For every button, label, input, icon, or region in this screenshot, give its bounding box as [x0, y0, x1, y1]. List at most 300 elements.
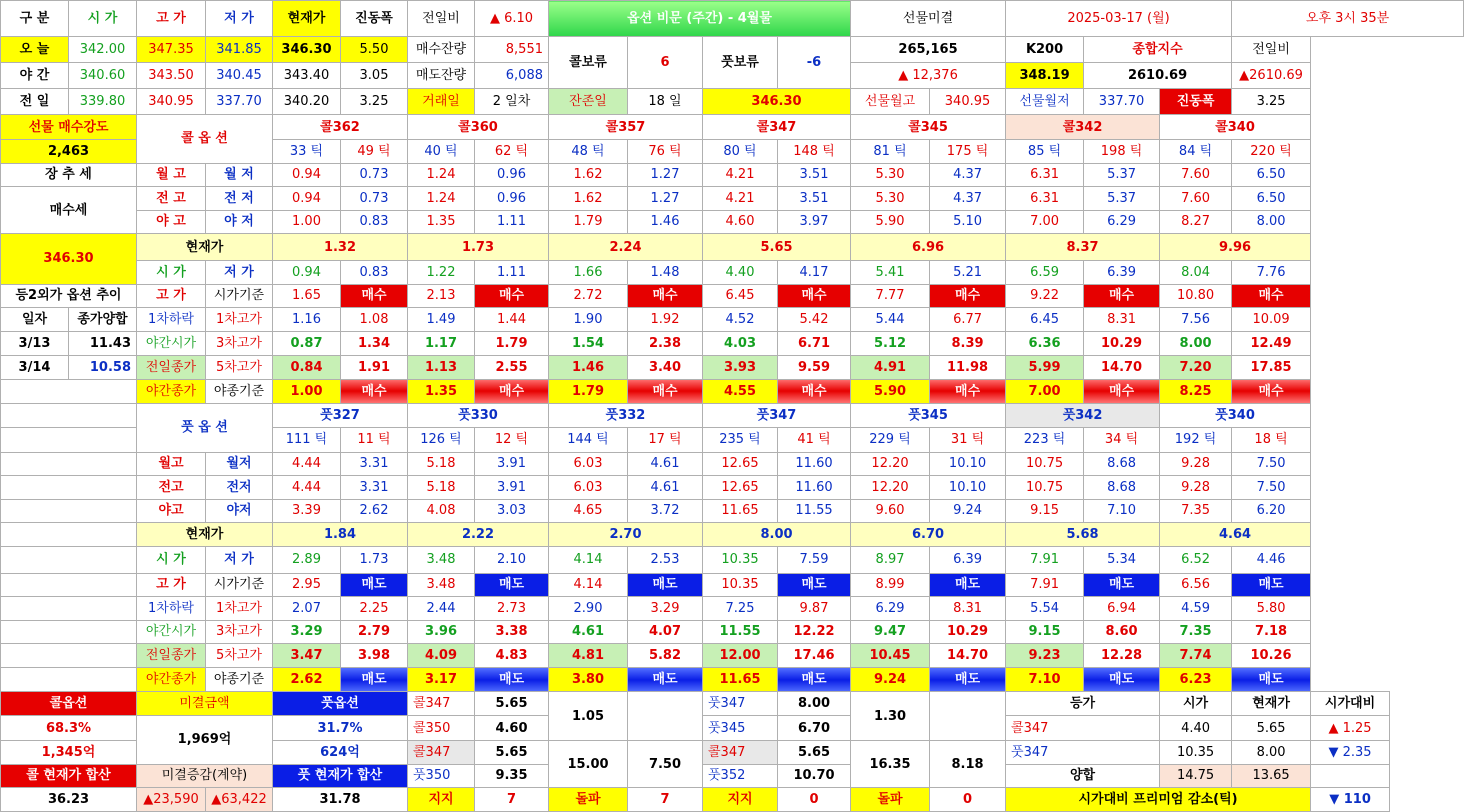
night-close-val: 3.17	[408, 668, 475, 692]
high1-val: 6.94	[1084, 597, 1160, 621]
high5-label: 5차고가	[206, 644, 273, 668]
high-val: 6.31	[1006, 163, 1084, 187]
high-val: 1.24	[408, 163, 475, 187]
breakout-label: 돌파	[549, 788, 628, 812]
high1-val: 1.08	[341, 308, 408, 332]
low-val: 10.10	[930, 476, 1006, 500]
night-label: 야 간	[1, 63, 69, 89]
oi-change-label: 미결증감(계약)	[137, 764, 273, 788]
call-sum-label: 콜 현재가 합산	[1, 764, 137, 788]
cur-price: 1.32	[273, 234, 408, 261]
low-val: 1.27	[628, 187, 703, 211]
high-val: 1.24	[408, 187, 475, 211]
buy-band[interactable]: 매수	[1232, 379, 1311, 403]
high3-val: 10.29	[1084, 331, 1160, 355]
blank	[930, 692, 1006, 741]
prev-close-val: 5.99	[1006, 355, 1084, 379]
prev-close-val: 9.23	[1006, 644, 1084, 668]
call-amount: 1,345억	[1, 741, 137, 765]
call-strike-0: 콜362	[273, 115, 408, 140]
tick-2: 220 틱	[1232, 140, 1311, 164]
today-open: 342.00	[69, 37, 137, 63]
trend-sum: 11.43	[69, 331, 137, 355]
high-val: 2.95	[273, 573, 341, 597]
buy-band[interactable]: 매수	[930, 379, 1006, 403]
fut-mhigh: 340.95	[930, 89, 1006, 115]
high-val: 5.30	[851, 187, 930, 211]
buy-band[interactable]: 매수	[628, 379, 703, 403]
night-open-val: 6.36	[1006, 331, 1084, 355]
cur-price: 6.70	[851, 523, 1006, 547]
sell-band[interactable]: 매도	[628, 668, 703, 692]
open-val: 2.89	[273, 546, 341, 573]
night-open: 340.60	[69, 63, 137, 89]
open-val: 7.91	[1006, 546, 1084, 573]
p1-a: 1.05	[549, 692, 628, 741]
put-pct: 31.7%	[273, 716, 408, 741]
p1-val-2: 5.65	[475, 741, 549, 765]
prev-close-val: 1.13	[408, 355, 475, 379]
high5-val: 9.59	[778, 355, 851, 379]
high-val: 4.65	[549, 499, 628, 523]
buy-signal[interactable]: 매수	[475, 284, 549, 308]
sell-band[interactable]: 매도	[1232, 668, 1311, 692]
low-val: 11.55	[778, 499, 851, 523]
buy-band[interactable]: 매수	[341, 379, 408, 403]
oi-change-2: ▲63,422	[206, 788, 273, 812]
eq-chg-label: 시가대비	[1311, 692, 1390, 716]
sell-rem-label: 매도잔량	[408, 63, 475, 89]
fall1-val: 5.44	[851, 308, 930, 332]
sell-signal[interactable]: 매도	[475, 573, 549, 597]
night-close-val: 1.00	[273, 379, 341, 403]
high-val: 9.22	[1006, 284, 1084, 308]
date: 2025-03-17 (월)	[1006, 1, 1232, 37]
fut-mlow-label: 선물월저	[1006, 89, 1084, 115]
high-val: 9.15	[1006, 499, 1084, 523]
open-val: 4.40	[703, 261, 778, 285]
p2-name-0: 풋347	[703, 692, 778, 716]
high-label: 월 고	[137, 163, 206, 187]
prev-close-label: 전일종가	[137, 355, 206, 379]
blank	[1, 620, 137, 644]
tick-1: 84 틱	[1160, 140, 1232, 164]
kospi-prev-label: 전일비	[1232, 37, 1311, 63]
low-label: 월 저	[206, 163, 273, 187]
high-val: 4.21	[703, 163, 778, 187]
tick-2: 11 틱	[341, 427, 408, 452]
high-val: 4.21	[703, 187, 778, 211]
sell-signal[interactable]: 매도	[1232, 573, 1311, 597]
open-val: 6.52	[1160, 546, 1232, 573]
buy-rem-label: 매수잔량	[408, 37, 475, 63]
p1-name-3: 풋350	[408, 764, 475, 788]
night-close-val: 7.00	[1006, 379, 1084, 403]
high-val: 6.31	[1006, 187, 1084, 211]
high-val: 9.60	[851, 499, 930, 523]
high1-val: 1.44	[475, 308, 549, 332]
fall1-val: 4.59	[1160, 597, 1232, 621]
cur-price: 8.37	[1006, 234, 1160, 261]
high5-val: 3.98	[341, 644, 408, 668]
tick-1: 81 틱	[851, 140, 930, 164]
low-label: 야 저	[206, 210, 273, 234]
p2-name-1: 풋345	[703, 716, 778, 741]
put-strike-1: 풋330	[408, 403, 549, 427]
fall1-val: 5.54	[1006, 597, 1084, 621]
put-hold: -6	[778, 37, 851, 89]
high1-val: 3.29	[628, 597, 703, 621]
time: 오후 3시 35분	[1232, 1, 1464, 37]
high-label: 전고	[137, 476, 206, 500]
low-val: 2.53	[628, 546, 703, 573]
kospi-value: 2610.69	[1084, 63, 1232, 89]
cur-price: 1.84	[273, 523, 408, 547]
sell-signal[interactable]: 매도	[341, 573, 408, 597]
high1-val: 9.87	[778, 597, 851, 621]
low-val: 5.10	[930, 210, 1006, 234]
blank	[1, 499, 137, 523]
night-close-val: 1.35	[408, 379, 475, 403]
high-label: 고 가	[137, 284, 206, 308]
low-val: 1.27	[628, 163, 703, 187]
low-val: 1.48	[628, 261, 703, 285]
put-strike-5: 풋342	[1006, 403, 1160, 427]
high-val: 9.28	[1160, 476, 1232, 500]
blank	[1, 668, 137, 692]
high-val: 7.77	[851, 284, 930, 308]
high-val: 1.65	[273, 284, 341, 308]
sell-signal[interactable]: 매도	[930, 573, 1006, 597]
cur-label: 현재가	[137, 523, 273, 547]
fall1-val: 6.29	[851, 597, 930, 621]
tick-1: 126 틱	[408, 427, 475, 452]
eq2-chg: ▼ 2.35	[1311, 741, 1390, 765]
high-val: 10.80	[1160, 284, 1232, 308]
fall1-val: 7.56	[1160, 308, 1232, 332]
fall1-val: 2.07	[273, 597, 341, 621]
k200-value: 348.19	[1006, 63, 1084, 89]
open-val: 1.66	[549, 261, 628, 285]
remain: 18 일	[628, 89, 703, 115]
tick-1: 111 틱	[273, 427, 341, 452]
night-range: 3.05	[341, 63, 408, 89]
call-strike-2: 콜357	[549, 115, 703, 140]
open-val: 4.14	[549, 546, 628, 573]
low-val: 3.51	[778, 187, 851, 211]
put-sum-label: 풋 현재가 합산	[273, 764, 408, 788]
tick-2: 12 틱	[475, 427, 549, 452]
tick-1: 40 틱	[408, 140, 475, 164]
night-open-val: 4.61	[549, 620, 628, 644]
tick-1: 85 틱	[1006, 140, 1084, 164]
eq2-name: 풋347	[1006, 741, 1160, 765]
high-val: 1.35	[408, 210, 475, 234]
high1-val: 2.25	[341, 597, 408, 621]
cur-price: 2.24	[549, 234, 703, 261]
high-label: 고 가	[137, 573, 206, 597]
oi-change-1: ▲23,590	[137, 788, 206, 812]
high-label: 야 고	[137, 210, 206, 234]
sell-signal[interactable]: 매도	[628, 573, 703, 597]
cur-price: 5.65	[703, 234, 851, 261]
open-label: 시 가	[137, 546, 206, 573]
high3-val: 8.60	[1084, 620, 1160, 644]
eq1-name: 콜347	[1006, 716, 1160, 741]
eq-cur-label: 현재가	[1232, 692, 1311, 716]
high-val: 7.91	[1006, 573, 1084, 597]
sell-band[interactable]: 매도	[1084, 668, 1160, 692]
buy-signal[interactable]: 매수	[930, 284, 1006, 308]
high-val: 12.65	[703, 452, 778, 476]
yang-open: 14.75	[1160, 764, 1232, 788]
low-val: 4.37	[930, 163, 1006, 187]
high-val: 6.03	[549, 452, 628, 476]
high1-val: 6.77	[930, 308, 1006, 332]
p2-val-1: 6.70	[778, 716, 851, 741]
low-val: 6.20	[1232, 499, 1311, 523]
night-base-label: 야종기준	[206, 379, 273, 403]
high3-val: 8.39	[930, 331, 1006, 355]
breakout-1: 7	[628, 788, 703, 812]
put-strike-0: 풋327	[273, 403, 408, 427]
low-val: 6.50	[1232, 163, 1311, 187]
prev-close-val: 3.47	[273, 644, 341, 668]
high3-label: 3차고가	[206, 331, 273, 355]
night-close-val: 3.80	[549, 668, 628, 692]
cur-price: 5.68	[1006, 523, 1160, 547]
high5-val: 17.85	[1232, 355, 1311, 379]
tick-2: 18 틱	[1232, 427, 1311, 452]
p2-a: 1.30	[851, 692, 930, 741]
low-val: 5.37	[1084, 163, 1160, 187]
high-val: 6.56	[1160, 573, 1232, 597]
low-val: 3.03	[475, 499, 549, 523]
col-prev: 전일비	[408, 1, 475, 37]
sell-rem: 6,088	[475, 63, 549, 89]
low-val: 0.83	[341, 210, 408, 234]
prev-close-val: 1.46	[549, 355, 628, 379]
left-price: 346.30	[1, 234, 137, 285]
high-val: 2.72	[549, 284, 628, 308]
high3-val: 4.07	[628, 620, 703, 644]
low-val: 1.11	[475, 210, 549, 234]
night-close-label: 야간종가	[137, 379, 206, 403]
high5-val: 3.40	[628, 355, 703, 379]
p2-c: 8.18	[930, 741, 1006, 788]
night-close-val: 5.90	[851, 379, 930, 403]
high-val: 9.28	[1160, 452, 1232, 476]
tick-1: 235 틱	[703, 427, 778, 452]
high5-val: 10.26	[1232, 644, 1311, 668]
call-options-title: 콜 옵 션	[137, 115, 273, 164]
blank	[1, 597, 137, 621]
night-high: 343.50	[137, 63, 206, 89]
blank	[1, 644, 137, 668]
high1-val: 1.92	[628, 308, 703, 332]
high-val: 4.08	[408, 499, 475, 523]
fut-mlow: 337.70	[1084, 89, 1160, 115]
low-val: 6.39	[930, 546, 1006, 573]
low-val: 5.34	[1084, 546, 1160, 573]
buy-band[interactable]: 매수	[1084, 379, 1160, 403]
high-val: 4.14	[549, 573, 628, 597]
low-val: 5.37	[1084, 187, 1160, 211]
support-1: 7	[475, 788, 549, 812]
low-val: 5.21	[930, 261, 1006, 285]
put-amount: 624억	[273, 741, 408, 765]
low-label: 전 저	[206, 187, 273, 211]
trend-sum: 10.58	[69, 355, 137, 379]
low-val: 3.51	[778, 163, 851, 187]
sell-band[interactable]: 매도	[778, 668, 851, 692]
buy-signal[interactable]: 매수	[341, 284, 408, 308]
buy-signal[interactable]: 매수	[628, 284, 703, 308]
low-val: 0.96	[475, 163, 549, 187]
tick-1: 229 틱	[851, 427, 930, 452]
night-open-val: 1.17	[408, 331, 475, 355]
low-val: 2.10	[475, 546, 549, 573]
p2-val-3: 10.70	[778, 764, 851, 788]
blank	[1, 573, 137, 597]
high-val: 10.75	[1006, 452, 1084, 476]
night-open-val: 3.29	[273, 620, 341, 644]
call-pct: 68.3%	[1, 716, 137, 741]
night-close-val: 7.10	[1006, 668, 1084, 692]
high-val: 7.60	[1160, 163, 1232, 187]
night-close-val: 4.55	[703, 379, 778, 403]
col-date: 일자	[1, 308, 69, 332]
night-low: 340.45	[206, 63, 273, 89]
night-close-val: 9.24	[851, 668, 930, 692]
open-base-label: 시가기준	[206, 284, 273, 308]
eq1-chg: ▲ 1.25	[1311, 716, 1390, 741]
low-val: 4.61	[628, 476, 703, 500]
fall1-val: 1.49	[408, 308, 475, 332]
buy-band[interactable]: 매수	[475, 379, 549, 403]
high-val: 11.65	[703, 499, 778, 523]
high-val: 7.35	[1160, 499, 1232, 523]
tick-2: 31 틱	[930, 427, 1006, 452]
low-val: 4.37	[930, 187, 1006, 211]
high5-label: 5차고가	[206, 355, 273, 379]
high5-val: 14.70	[1084, 355, 1160, 379]
fut-mhigh-label: 선물월고	[851, 89, 930, 115]
p1-b: 15.00	[549, 741, 628, 788]
high-val: 8.27	[1160, 210, 1232, 234]
high-val: 1.00	[273, 210, 341, 234]
high1-label: 1차고가	[206, 308, 273, 332]
buy-signal[interactable]: 매수	[778, 284, 851, 308]
high-label: 야고	[137, 499, 206, 523]
tick-2: 76 틱	[628, 140, 703, 164]
low-label: 저 가	[206, 546, 273, 573]
night-open-val: 9.15	[1006, 620, 1084, 644]
tick-1: 33 틱	[273, 140, 341, 164]
low-val: 0.73	[341, 187, 408, 211]
high1-val: 8.31	[1084, 308, 1160, 332]
trend-date: 3/13	[1, 331, 69, 355]
remain-label: 잔존일	[549, 89, 628, 115]
eq1-cur: 5.65	[1232, 716, 1311, 741]
p1-name-0: 콜347	[408, 692, 475, 716]
low-val: 7.59	[778, 546, 851, 573]
oi-amount: 1,969억	[137, 716, 273, 765]
today-cur: 346.30	[273, 37, 341, 63]
cur-price: 8.00	[703, 523, 851, 547]
high1-val: 5.80	[1232, 597, 1311, 621]
night-open-val: 1.54	[549, 331, 628, 355]
buy-band[interactable]: 매수	[778, 379, 851, 403]
fall1-val: 2.44	[408, 597, 475, 621]
blank	[1, 403, 137, 427]
high5-val: 2.55	[475, 355, 549, 379]
night-open-val: 11.55	[703, 620, 778, 644]
call-strike-3: 콜347	[703, 115, 851, 140]
night-close-val: 1.79	[549, 379, 628, 403]
low-label: 월저	[206, 452, 273, 476]
cur-price: 9.96	[1160, 234, 1311, 261]
buy-signal[interactable]: 매수	[1232, 284, 1311, 308]
support-2: 0	[778, 788, 851, 812]
buy-signal[interactable]: 매수	[1084, 284, 1160, 308]
prev-close-val: 4.91	[851, 355, 930, 379]
put-strike-2: 풋332	[549, 403, 703, 427]
put-option-label: 풋옵션	[273, 692, 408, 716]
sell-band[interactable]: 매도	[475, 668, 549, 692]
high3-val: 1.34	[341, 331, 408, 355]
sell-band[interactable]: 매도	[930, 668, 1006, 692]
tick-2: 175 틱	[930, 140, 1006, 164]
cur-price: 4.64	[1160, 523, 1311, 547]
p1-name-1: 콜350	[408, 716, 475, 741]
low-val: 3.31	[341, 476, 408, 500]
high3-val: 12.49	[1232, 331, 1311, 355]
tick-1: 223 틱	[1006, 427, 1084, 452]
trend-title: 등2외가 옵션 추이	[1, 284, 137, 308]
sell-signal[interactable]: 매도	[778, 573, 851, 597]
put-strike-4: 풋345	[851, 403, 1006, 427]
open-label: 시 가	[137, 261, 206, 285]
high1-val: 10.09	[1232, 308, 1311, 332]
high3-val: 12.22	[778, 620, 851, 644]
sell-band[interactable]: 매도	[341, 668, 408, 692]
low-val: 8.00	[1232, 210, 1311, 234]
fut-oi-label: 선물미결	[851, 1, 1006, 37]
eq-open-label: 시가	[1160, 692, 1232, 716]
night-close-val: 8.25	[1160, 379, 1232, 403]
low-val: 9.24	[930, 499, 1006, 523]
high-val: 8.99	[851, 573, 930, 597]
high3-label: 3차고가	[206, 620, 273, 644]
low-val: 8.68	[1084, 452, 1160, 476]
blank	[1, 546, 137, 573]
low-val: 0.73	[341, 163, 408, 187]
col-low: 저 가	[206, 1, 273, 37]
night-open-val: 7.35	[1160, 620, 1232, 644]
high-val: 6.03	[549, 476, 628, 500]
call-strike-4: 콜345	[851, 115, 1006, 140]
breakout-2: 0	[930, 788, 1006, 812]
sell-signal[interactable]: 매도	[1084, 573, 1160, 597]
tick-2: 34 틱	[1084, 427, 1160, 452]
low-val: 6.29	[1084, 210, 1160, 234]
high1-label: 1차고가	[206, 597, 273, 621]
eq2-cur: 8.00	[1232, 741, 1311, 765]
cur-label: 현재가	[137, 234, 273, 261]
today-label: 오 늘	[1, 37, 69, 63]
low-val: 0.96	[475, 187, 549, 211]
